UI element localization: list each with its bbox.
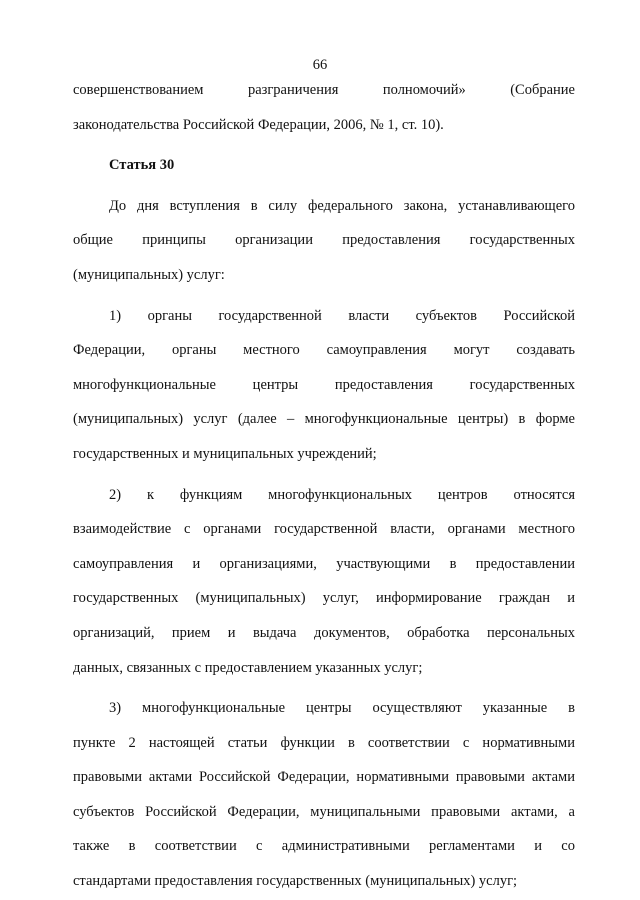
item-1-paragraph bbox=[73, 299, 575, 472]
item-2-line-2: взаимодействие с органами государственной власти, органами местного bbox=[73, 521, 575, 538]
item-2-paragraph bbox=[73, 478, 575, 686]
intro-paragraph bbox=[73, 73, 575, 142]
document-body bbox=[73, 73, 575, 899]
intro-line-2: законодательства Российской Федерации, 2006, № 1, ст. 10). bbox=[73, 116, 444, 133]
item-3-paragraph bbox=[73, 691, 575, 899]
item-1-line-1: 1) органы государственной власти субъектов Российской bbox=[109, 307, 575, 324]
item-1-line-3: многофункциональные центры предоставления государственных bbox=[73, 376, 575, 393]
item-1-line-4: (муниципальных) услуг (далее – многофункциональные центры) в форме bbox=[73, 411, 575, 428]
item-3-line-2: пункте 2 настоящей статьи функции в соответствии с нормативными bbox=[73, 734, 575, 751]
item-2-line-4: государственных (муниципальных) услуг, информирование граждан и bbox=[73, 590, 575, 607]
item-2-line-3: самоуправления и организациями, участвующими в предоставлении bbox=[73, 555, 575, 572]
article-intro-line-1: До дня вступления в силу федерального закона, устанавливающего bbox=[109, 197, 575, 214]
item-2-line-5: организаций, прием и выдача документов, обработка персональных bbox=[73, 624, 575, 641]
item-2-line-1: 2) к функциям многофункциональных центров относятся bbox=[109, 486, 575, 503]
intro-line-1: совершенствованием разграничения полномочий» (Собрание bbox=[73, 82, 575, 98]
item-3-line-4: субъектов Российской Федерации, муниципальными правовыми актами, а bbox=[73, 803, 575, 820]
article-title: Статья 30 bbox=[109, 157, 175, 174]
item-3-line-6: стандартами предоставления государственных (муниципальных) услуг; bbox=[73, 873, 518, 890]
item-1-line-2: Федерации, органы местного самоуправления могут создавать bbox=[73, 342, 575, 359]
item-3-line-1: 3) многофункциональные центры осуществляют указанные в bbox=[109, 700, 575, 717]
item-3-line-3: правовыми актами Российской Федерации, нормативными правовыми актами bbox=[73, 769, 575, 786]
item-3-line-5: также в соответствии с административными регламентами и со bbox=[73, 838, 575, 855]
article-intro-line-3: (муниципальных) услуг: bbox=[73, 266, 225, 283]
article-intro-line-2: общие принципы организации предоставления государственных bbox=[73, 232, 575, 249]
page-number: 66 bbox=[312, 57, 328, 73]
item-1-line-5: государственных и муниципальных учреждений; bbox=[73, 445, 377, 462]
article-intro-paragraph bbox=[73, 189, 575, 293]
item-2-line-6: данных, связанных с предоставлением указанных услуг; bbox=[73, 659, 423, 676]
